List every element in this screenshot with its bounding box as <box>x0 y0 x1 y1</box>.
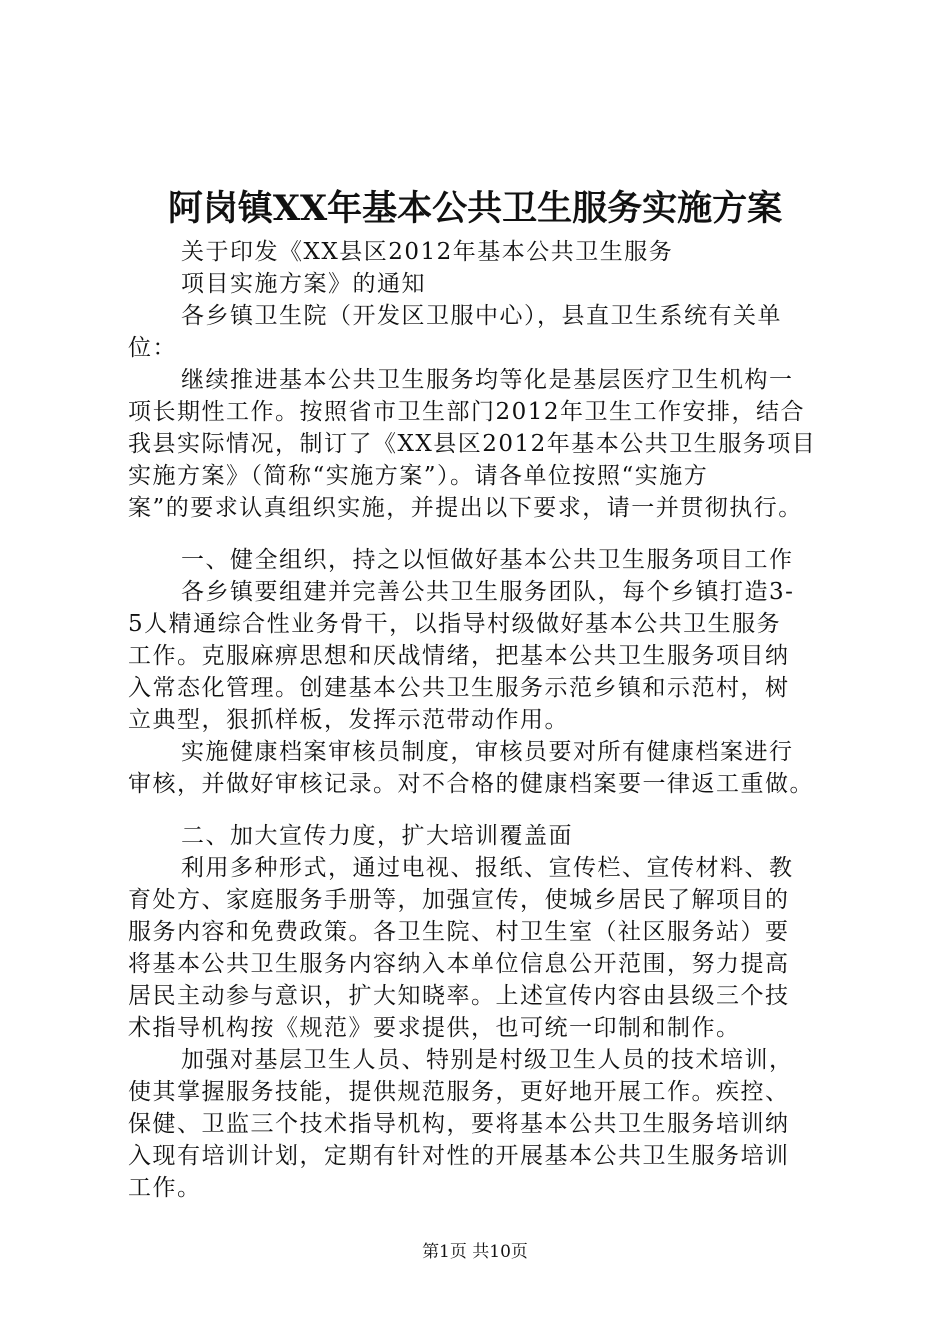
paragraph-line: 实施健康档案审核员制度，审核员要对所有健康档案进行 <box>181 739 794 765</box>
intro-line: 实施方案》（简称“实施方案”）。请各单位按照“实施方 <box>128 463 709 489</box>
paragraph-line: 加强对基层卫生人员、特别是村级卫生人员的技术培训， <box>181 1047 794 1073</box>
paragraph-line: 将基本公共卫生服务内容纳入本单位信息公开范围，努力提高 <box>128 951 790 977</box>
paragraph-line: 立典型，狠抓样板，发挥示范带动作用。 <box>128 707 569 733</box>
paragraph-line: 入常态化管理。创建基本公共卫生服务示范乡镇和示范村，树 <box>128 675 790 701</box>
intro-line: 继续推进基本公共卫生服务均等化是基层医疗卫生机构一 <box>181 367 794 393</box>
paragraph-line: 术指导机构按《规范》要求提供，也可统一印制和制作。 <box>128 1015 741 1041</box>
document-title: 阿岗镇XX年基本公共卫生服务实施方案 <box>167 188 783 229</box>
salutation-line: 位： <box>128 335 177 361</box>
intro-line: 案”的要求认真组织实施，并提出以下要求，请一并贯彻执行。 <box>128 495 803 521</box>
notice-title-line: 关于印发《XX县区2012年基本公共卫生服务 <box>181 239 674 265</box>
paragraph-line: 利用多种形式，通过电视、报纸、宣传栏、宣传材料、教 <box>181 855 794 881</box>
paragraph-line: 入现有培训计划，定期有针对性的开展基本公共卫生服务培训 <box>128 1143 790 1169</box>
paragraph-line: 工作。克服麻痹思想和厌战情绪，把基本公共卫生服务项目纳 <box>128 643 790 669</box>
paragraph-line: 各乡镇要组建并完善公共卫生服务团队，每个乡镇打造3- <box>181 579 795 605</box>
paragraph-line: 保健、卫监三个技术指导机构，要将基本公共卫生服务培训纳 <box>128 1111 790 1137</box>
paragraph-line: 服务内容和免费政策。各卫生院、村卫生室（社区服务站）要 <box>128 919 790 945</box>
paragraph-line: 5人精通综合性业务骨干，以指导村级做好基本公共卫生服务 <box>128 611 782 637</box>
intro-line: 我县实际情况，制订了《XX县区2012年基本公共卫生服务项目 <box>128 431 817 457</box>
notice-title-line: 项目实施方案》的通知 <box>181 271 426 297</box>
section-heading: 二、加大宣传力度，扩大培训覆盖面 <box>181 823 573 849</box>
section-heading: 一、健全组织，持之以恒做好基本公共卫生服务项目工作 <box>181 547 794 573</box>
paragraph-line: 育处方、家庭服务手册等，加强宣传，使城乡居民了解项目的 <box>128 887 790 913</box>
paragraph-line: 工作。 <box>128 1175 202 1201</box>
paragraph-line: 审核，并做好审核记录。对不合格的健康档案要一律返工重做。 <box>128 771 814 797</box>
paragraph-line: 使其掌握服务技能，提供规范服务，更好地开展工作。疾控、 <box>128 1079 790 1105</box>
salutation-line: 各乡镇卫生院（开发区卫服中心），县直卫生系统有关单 <box>181 303 782 329</box>
paragraph-line: 居民主动参与意识，扩大知晓率。上述宣传内容由县级三个技 <box>128 983 790 1009</box>
page-number-footer: 第1页 共10页 <box>422 1242 528 1262</box>
intro-line: 项长期性工作。按照省市卫生部门2012年卫生工作安排，结合 <box>128 399 806 425</box>
